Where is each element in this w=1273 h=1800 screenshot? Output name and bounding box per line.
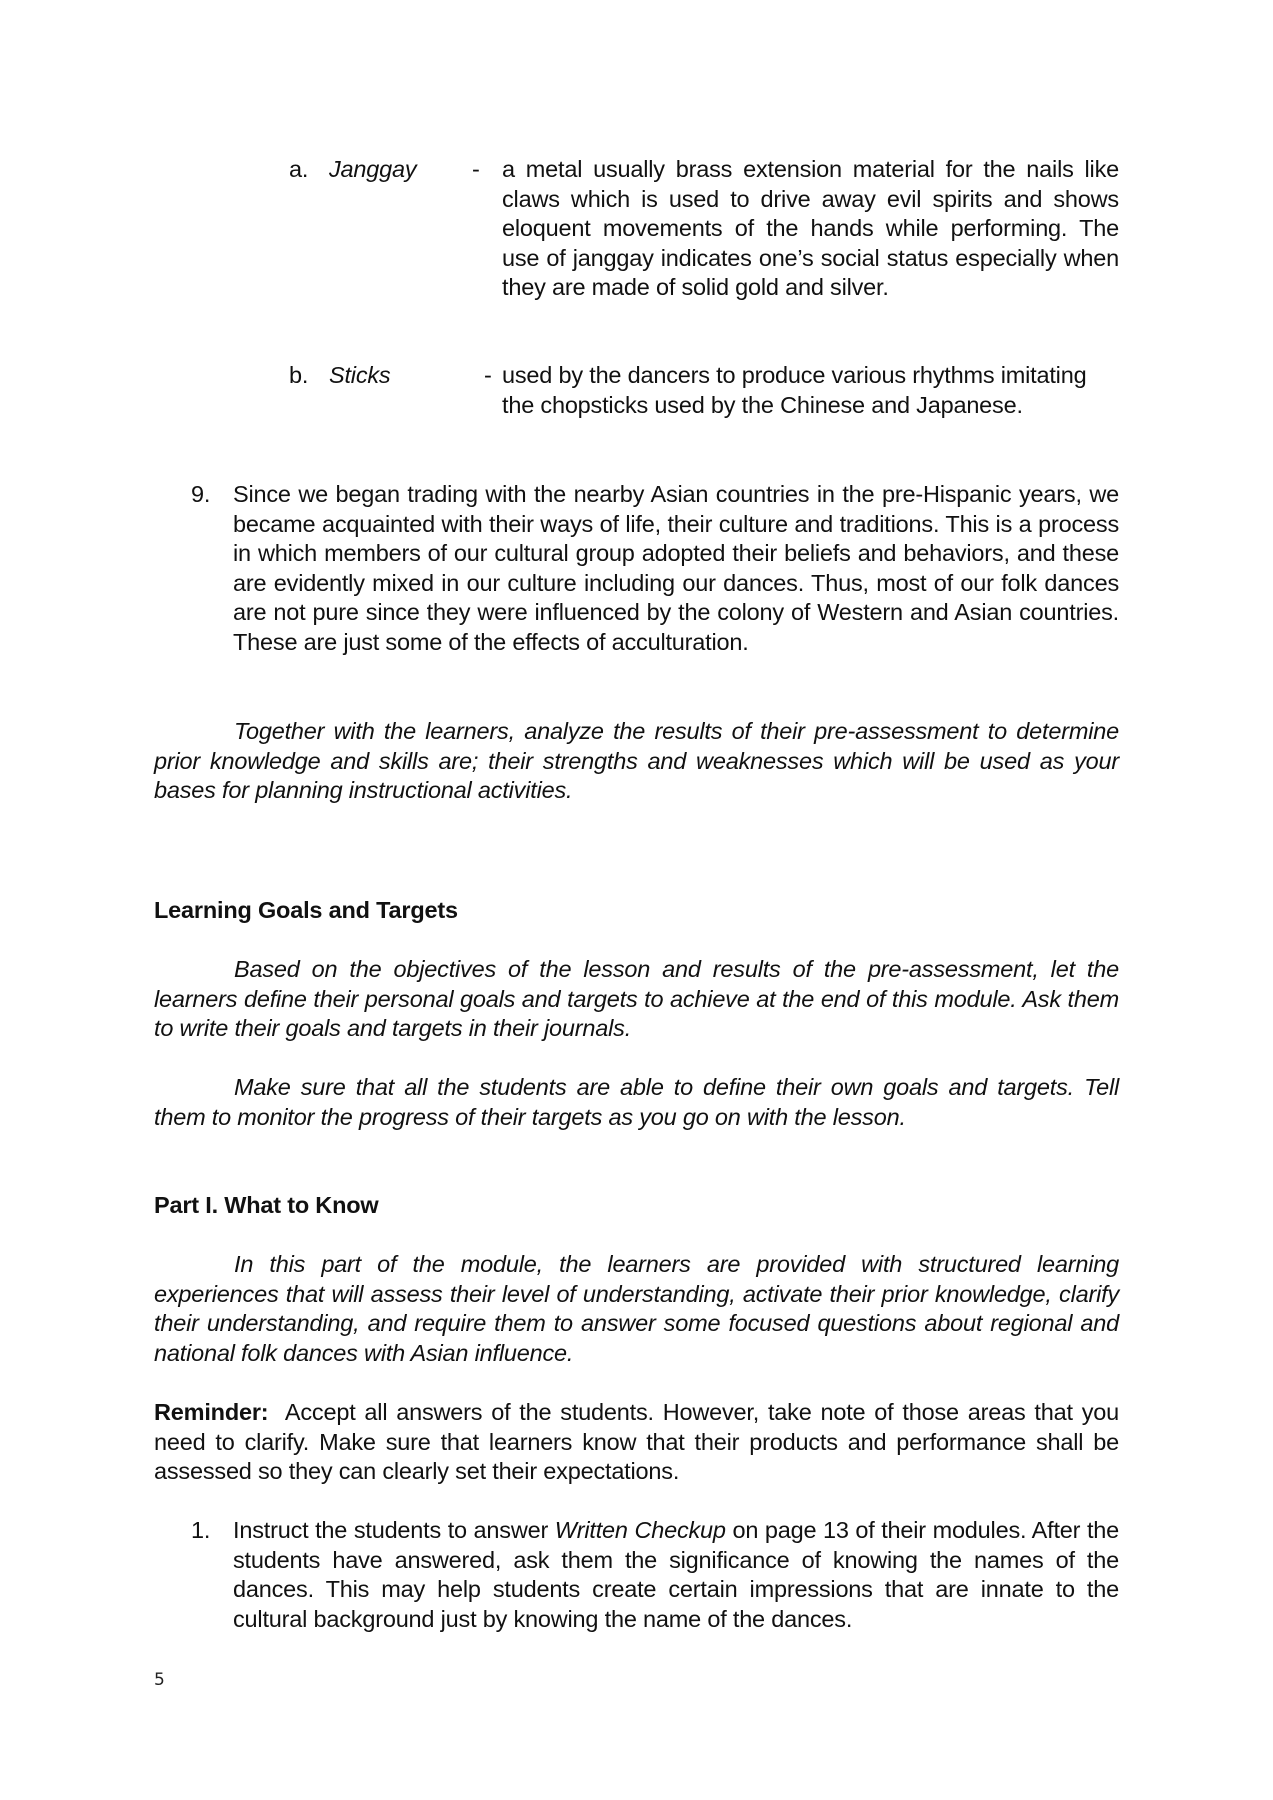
definition-term: Sticks bbox=[329, 362, 391, 388]
item-text-part: Instruct the students to answer bbox=[233, 1517, 555, 1543]
definition-item-sticks bbox=[289, 361, 1119, 451]
reminder-label: Reminder: bbox=[154, 1399, 269, 1425]
definition-term: Janggay bbox=[329, 156, 417, 182]
definition-text: used by the dancers to produce various rhythms imitating the chopsticks used by the Chinese and Japanese. bbox=[502, 362, 1087, 418]
list-marker: a. bbox=[289, 156, 309, 182]
reminder-paragraph bbox=[154, 1398, 1119, 1487]
section-heading-part-1: Part I. What to Know bbox=[154, 1192, 379, 1218]
goals-paragraph-1: Based on the objectives of the lesson and results of the pre-assessment, let the learners define their personal goals and targets to achieve at the end of this module. Ask them to write their goals and targets in their journals. bbox=[154, 956, 1119, 1041]
written-checkup-title: Written Checkup bbox=[554, 1517, 726, 1543]
part1-paragraph: In this part of the module, the learners are provided with structured learning experiences that will assess their level of understanding, activate their prior knowledge, clarify their understanding, and require them to answer some focused questions about regional and national folk dances with Asian influence. bbox=[154, 1251, 1119, 1366]
definition-text: a metal usually brass extension material for the nails like claws which is used to drive away evil spirits and shows eloquent movements of the hands while performing. The use of janggay indicates one’s social status especially when they are made of solid gold and silver. bbox=[502, 156, 1119, 300]
numbered-item-text: Since we began trading with the nearby Asian countries in the pre-Hispanic years, we became acquainted with their ways of life, their culture and traditions. This is a process in which members of our cultural group adopted their beliefs and behaviors, and these are evidently mixed in our culture including our dances. Thus, most of our folk dances are not pure since they were influenced by the colony of Western and Asian countries. These are just some of the effects of acculturation. bbox=[233, 481, 1119, 655]
section-heading-learning-goals: Learning Goals and Targets bbox=[154, 897, 458, 923]
item-text-part: on page 13 of their modules. After the students have answered, ask them the significance of knowing the names of the dances. This may help students create certain impressions that are innate to the cultural background just by knowing the name of the dances. bbox=[233, 1517, 1120, 1632]
definition-dash: - bbox=[472, 156, 480, 182]
list-number: 1. bbox=[191, 1517, 211, 1543]
definition-dash: - bbox=[484, 362, 492, 388]
reminder-text: Accept all answers of the students. However, take note of those areas that you need to clarify. Make sure that learners know that their products and performance shall be assessed so they can clearly set their expectations. bbox=[154, 1399, 1119, 1484]
goals-paragraph-2: Make sure that all the students are able to define their own goals and targets. Tell them to monitor the progress of their targets as you go on with the lesson. bbox=[154, 1074, 1119, 1130]
instruction-paragraph: Together with the learners, analyze the results of their pre-assessment to determine prior knowledge and skills are; their strengths and weaknesses which will be used as your bases for planning instructional activities. bbox=[154, 718, 1119, 803]
list-number: 9. bbox=[191, 481, 211, 507]
numbered-item-text bbox=[233, 1516, 1119, 1634]
definition-item-janggay bbox=[289, 155, 1119, 335]
page-number: 5 bbox=[154, 1670, 165, 1690]
list-marker: b. bbox=[289, 362, 309, 388]
